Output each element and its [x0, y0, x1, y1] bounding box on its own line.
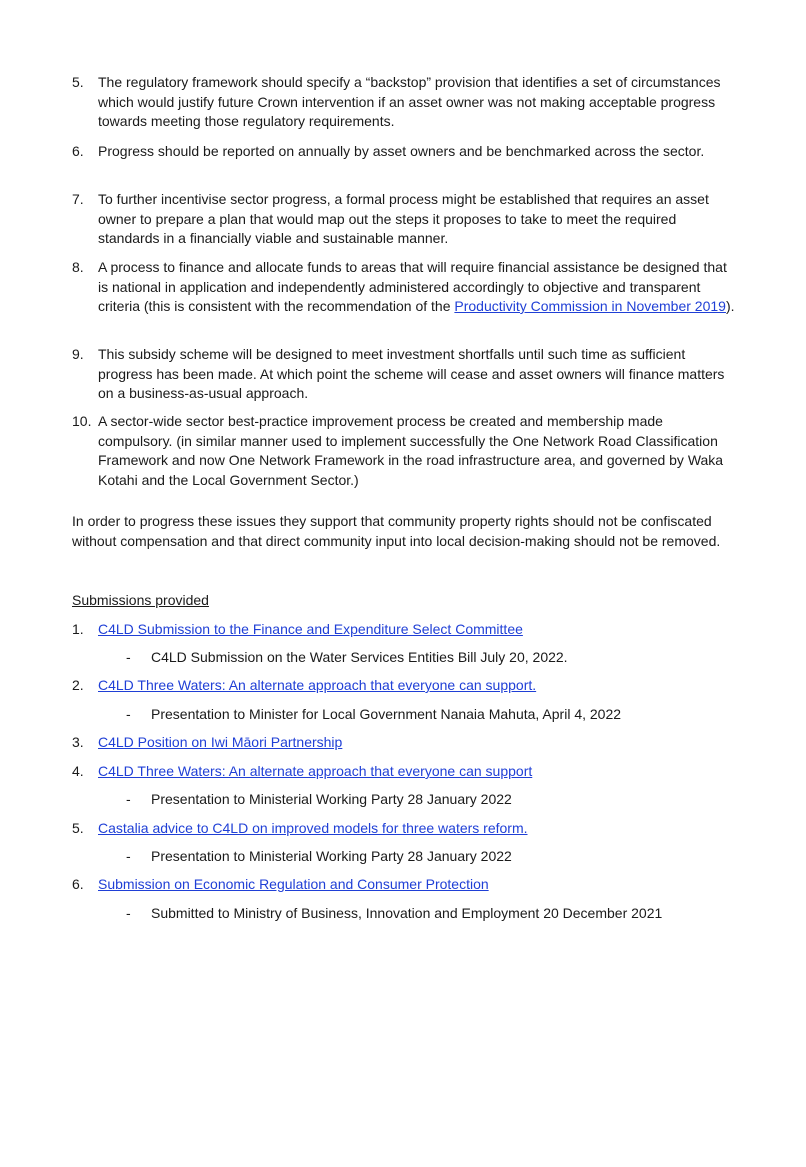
submission-link[interactable]: Castalia advice to C4LD on improved models for three waters reform. — [98, 820, 528, 836]
detail-bullet: - — [126, 791, 131, 807]
submission-detail — [126, 705, 621, 725]
recommendation-item — [72, 258, 737, 317]
submission-number: 5. — [72, 820, 84, 836]
productivity-commission-link[interactable]: Productivity Commission in November 2019 — [454, 298, 726, 314]
detail-text: Presentation to Minister for Local Government Nanaia Mahuta, April 4, 2022 — [151, 706, 622, 722]
submission-item — [72, 762, 532, 782]
item-number: 7. — [72, 191, 84, 207]
submission-link[interactable]: C4LD Submission to the Finance and Expenditure Select Committee — [98, 621, 523, 637]
item-number: 10. — [72, 413, 92, 429]
detail-bullet: - — [126, 706, 131, 722]
item-text — [98, 258, 737, 317]
item-text: Progress should be reported on annually by asset owners and be benchmarked across the sector. — [98, 143, 705, 159]
submission-item — [72, 819, 528, 839]
submission-number: 4. — [72, 763, 84, 779]
recommendation-item — [72, 412, 737, 490]
detail-bullet: - — [126, 649, 131, 665]
item-number: 6. — [72, 143, 84, 159]
item-text: To further incentivise sector progress, a formal process might be established that requires an asset owner to prepare a plan that would map out the steps it proposes to take to meet the required standards in a financially viable and sustainable manner. — [98, 191, 709, 246]
detail-text: Presentation to Ministerial Working Party 28 January 2022 — [151, 848, 512, 864]
submission-link[interactable]: Submission on Economic Regulation and Consumer Protection — [98, 876, 489, 892]
submissions-heading: Submissions provided — [72, 592, 209, 608]
item-text-before: A process to finance and allocate funds to areas that will require financial assistance be designed that is national in application and independently administered accordingly to objective and transparent criteria (this is consistent with the recommendation of the — [98, 259, 727, 314]
item-number: 8. — [72, 259, 84, 275]
submission-item — [72, 733, 342, 753]
item-text: A sector-wide sector best-practice improvement process be created and membership made compulsory. (in similar manner used to implement successfully the One Network Road Classification Framework and now One Network Framework in the road infrastructure area, and governed by Waka Kotahi and the Local Government Sector.) — [98, 413, 724, 488]
submission-item — [72, 676, 536, 696]
detail-text: Submitted to Ministry of Business, Innovation and Employment 20 December 2021 — [151, 905, 663, 921]
submission-number: 1. — [72, 621, 84, 637]
submission-detail — [126, 648, 568, 668]
submission-item — [72, 620, 523, 640]
submission-link[interactable]: C4LD Position on Iwi Māori Partnership — [98, 734, 343, 750]
submission-number: 2. — [72, 677, 84, 693]
submission-detail — [126, 790, 512, 810]
recommendation-item — [72, 190, 737, 249]
submission-detail — [126, 847, 512, 867]
submission-item — [72, 875, 489, 895]
recommendation-item — [72, 345, 737, 404]
item-text-after: ). — [725, 298, 735, 314]
detail-bullet: - — [126, 905, 131, 921]
recommendation-item — [72, 73, 737, 132]
submission-link[interactable]: C4LD Three Waters: An alternate approach that everyone can support. — [98, 677, 537, 693]
recommendation-item — [72, 142, 737, 162]
body-paragraph: In order to progress these issues they support that community property rights should not be confiscated without compensation and that direct community input into local decision-making should not be removed. — [72, 513, 721, 549]
item-text: This subsidy scheme will be designed to meet investment shortfalls until such time as sufficient progress has been made. At which point the scheme will cease and asset owners will finance matters on a business-as-usual approach. — [98, 346, 725, 401]
detail-text: Presentation to Ministerial Working Party 28 January 2022 — [151, 791, 512, 807]
submission-number: 3. — [72, 734, 84, 750]
detail-bullet: - — [126, 848, 131, 864]
detail-text: C4LD Submission on the Water Services Entities Bill July 20, 2022. — [151, 649, 568, 665]
item-number: 9. — [72, 346, 84, 362]
submission-number: 6. — [72, 876, 84, 892]
item-text: The regulatory framework should specify a “backstop” provision that identifies a set of circumstances which would justify future Crown intervention if an asset owner was not making acceptable progress towards meeting those regulatory requirements. — [98, 74, 721, 129]
submission-detail — [126, 904, 662, 924]
submission-link[interactable]: C4LD Three Waters: An alternate approach that everyone can support — [98, 763, 533, 779]
item-number: 5. — [72, 74, 84, 90]
